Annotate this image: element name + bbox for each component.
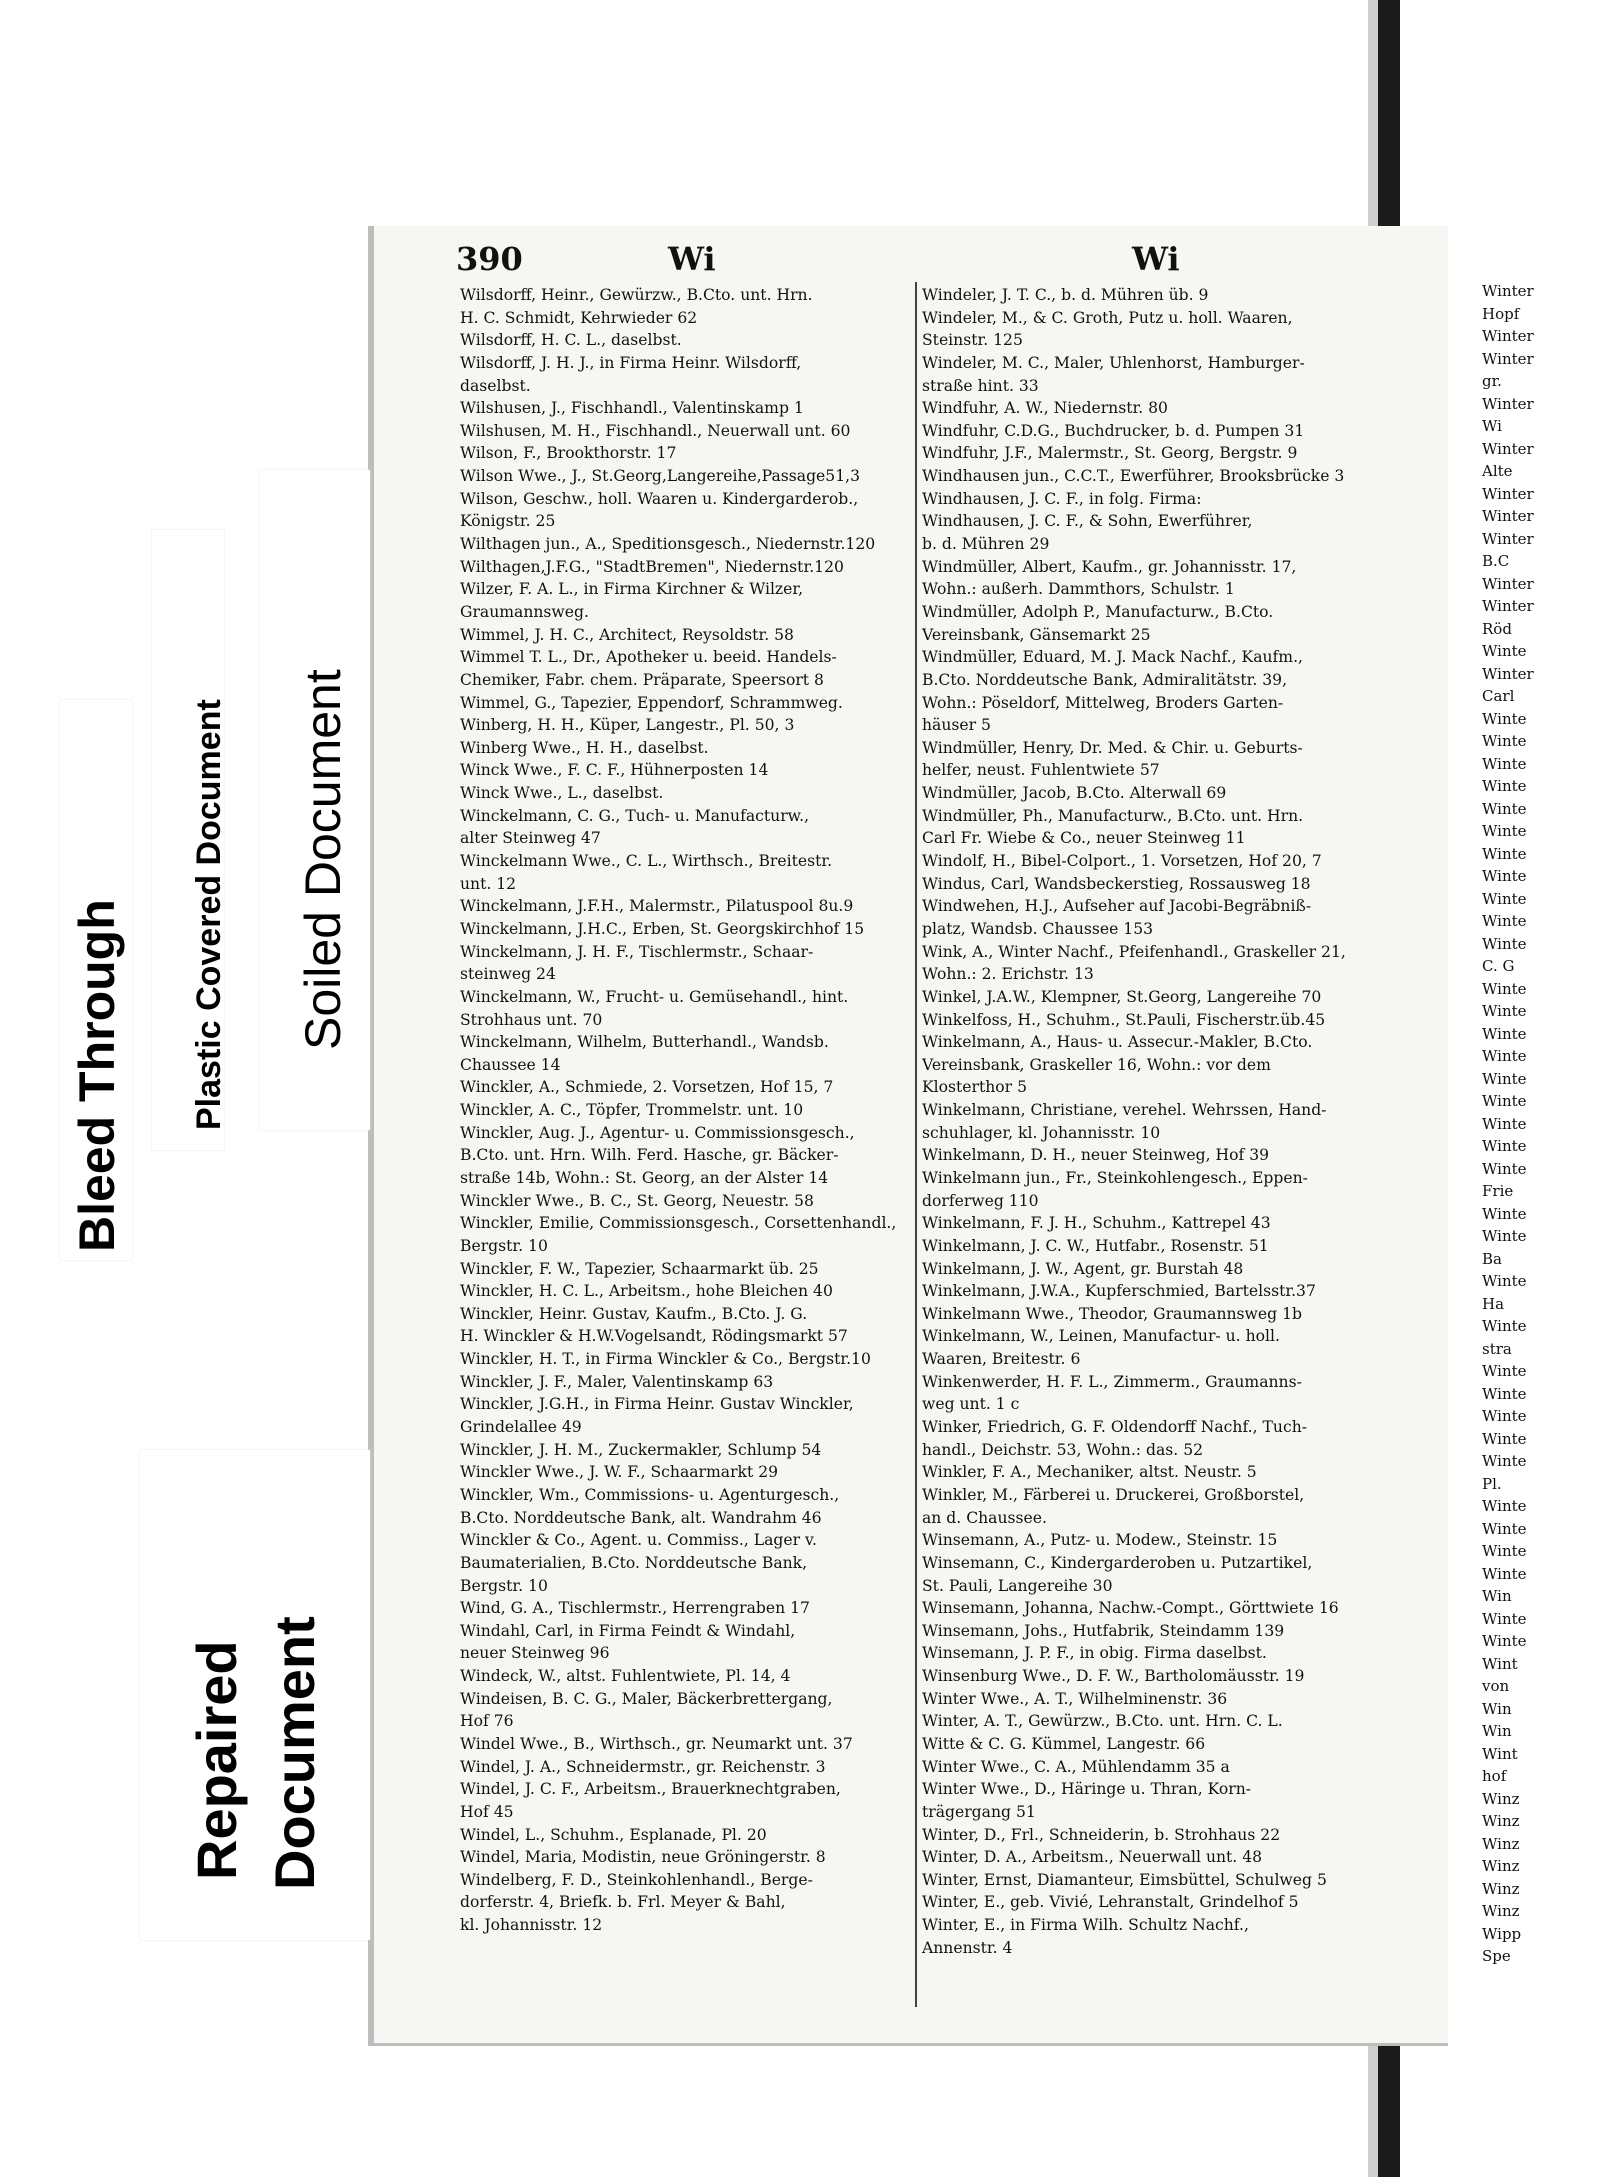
adjacent-page-fragment: Winte — [1482, 1542, 1527, 1560]
right-column-entry-line: Klosterthor 5 — [922, 1078, 1028, 1097]
right-column-entry-line: Wink, A., Winter Nachf., Pfeifenhandl., Graskeller 21, — [922, 942, 1346, 961]
left-column-entry-line: H. C. Schmidt, Kehrwieder 62 — [460, 308, 698, 327]
left-column-entry-line: Windel Wwe., B., Wirthsch., gr. Neumarkt unt. 37 — [460, 1735, 853, 1753]
adjacent-page-fragment: Winte — [1482, 754, 1527, 773]
left-column-entry-line: Winckelmann, J.H.C., Erben, St. Georgskirchhof 15 — [460, 919, 865, 938]
adjacent-page-fragment: Winte — [1482, 732, 1527, 750]
left-column-entry-line: Winckler, H. C. L., Arbeitsm., hohe Bleichen 40 — [460, 1282, 833, 1301]
left-column-entry-line: alter Steinweg 47 — [460, 829, 601, 848]
adjacent-page-fragment: Winte — [1482, 934, 1527, 953]
left-column-entry-line: Windel, J. A., Schneidermstr., gr. Reichenstr. 3 — [460, 1757, 826, 1776]
left-column-entry-line: Winckler, Emilie, Commissionsgesch., Corsettenhandl., — [460, 1214, 897, 1233]
left-column-entry-line: daselbst. — [460, 376, 531, 395]
left-column-entry-line: Wilshusen, M. H., Fischhandl., Neuerwall unt. 60 — [460, 421, 851, 440]
right-column-entry-line: Winsemann, C., Kindergarderoben u. Putzartikel, — [922, 1553, 1313, 1572]
right-column-entry-line: an d. Chaussee. — [922, 1508, 1047, 1527]
left-column-entry-line: Winckelmann, Wilhelm, Butterhandl., Wandsb. — [460, 1033, 829, 1052]
left-column-entry-line: steinweg 24 — [460, 965, 556, 984]
adjacent-page-fragment: Winte — [1482, 709, 1527, 728]
right-column-entry-line: Witte & C. G. Kümmel, Langestr. 66 — [922, 1735, 1206, 1753]
adjacent-page-fragment: stra — [1482, 1339, 1512, 1358]
right-column-entry-line: Windfuhr, C.D.G., Buchdrucker, b. d. Pumpen 31 — [922, 421, 1305, 440]
right-column-entry-line: Winkelmann, Christiane, verehel. Wehrssen, Hand- — [922, 1101, 1327, 1120]
adjacent-page-fragment: Winter — [1482, 484, 1534, 503]
left-column-entry-line: Winckler, A., Schmiede, 2. Vorsetzen, Hof 15, 7 — [460, 1078, 834, 1097]
adjacent-page-fragment: Winte — [1482, 1407, 1527, 1425]
left-column-entry-line: Bergstr. 10 — [460, 1236, 548, 1255]
right-column-entry-line: Winter, D., Frl., Schneiderin, b. Strohhaus 22 — [922, 1825, 1281, 1844]
adjacent-page-fragment: Winte — [1482, 1227, 1527, 1245]
left-column-entry-line: Winckelmann Wwe., C. L., Wirthsch., Breitestr. — [460, 852, 833, 871]
left-column-entry-line: Wilsdorff, J. H. J., in Firma Heinr. Wilsdorff, — [460, 353, 802, 372]
adjacent-page-fragment: Winte — [1482, 1159, 1527, 1178]
right-column-entry-line: Winkelmann, J. C. W., Hutfabr., Rosenstr. 51 — [922, 1236, 1269, 1255]
right-column-entry-line: häuser 5 — [922, 716, 991, 735]
left-column-entry-line: dorferstr. 4, Briefk. b. Frl. Meyer & Bahl, — [460, 1893, 786, 1912]
adjacent-page-fragment: Winz — [1482, 1834, 1520, 1853]
right-column-entry-line: Winsemann, Johanna, Nachw.-Compt., Görttwiete 16 — [922, 1599, 1339, 1618]
plastic-covered-label-card — [152, 530, 228, 1150]
adjacent-page-fragment: Winte — [1482, 1632, 1527, 1650]
right-column — [922, 284, 1377, 1959]
adjacent-page-fragment: Winte — [1482, 979, 1527, 998]
adjacent-page-fragment: Winter — [1482, 394, 1534, 413]
left-column-entry-line: Winckler, A. C., Töpfer, Trommelstr. unt. 10 — [460, 1101, 804, 1120]
adjacent-page-fragment: Winz — [1482, 1857, 1520, 1875]
adjacent-page-fragment: Winte — [1482, 1092, 1527, 1110]
adjacent-page-fragment: Winte — [1482, 1564, 1527, 1583]
left-column-entry-line: Wilshusen, J., Fischhandl., Valentinskamp 1 — [460, 399, 804, 418]
left-column-entry-line: Winckler Wwe., J. W. F., Schaarmarkt 29 — [460, 1463, 779, 1482]
adjacent-page-fragment: Winz — [1482, 1789, 1520, 1808]
left-column-entry-line: Winckler, Heinr. Gustav, Kaufm., B.Cto. J. G. — [460, 1304, 808, 1323]
left-column-entry-line: Winckelmann, C. G., Tuch- u. Manufacturw., — [460, 806, 810, 825]
adjacent-page-fragment: Winte — [1482, 844, 1527, 863]
adjacent-page-fragment: Winte — [1482, 912, 1527, 930]
right-column-entry-line: Waaren, Breitestr. 6 — [922, 1350, 1081, 1369]
right-column-entry-line: Annenstr. 4 — [922, 1938, 1013, 1957]
left-column-entry-line: Winckler, F. W., Tapezier, Schaarmarkt üb. 25 — [460, 1259, 819, 1278]
right-column-entry-line: schuhlager, kl. Johannisstr. 10 — [922, 1123, 1161, 1142]
adjacent-page-fragment: Win — [1482, 1699, 1512, 1718]
left-column-entry-line: B.Cto. Norddeutsche Bank, alt. Wandrahm 46 — [460, 1508, 822, 1527]
adjacent-page-fragment: Winte — [1482, 1429, 1527, 1448]
right-column-entry-line: Wohn.: 2. Erichstr. 13 — [922, 965, 1094, 984]
adjacent-page-fragment: Winte — [1482, 1362, 1527, 1380]
right-column-entry-line: platz, Wandsb. Chaussee 153 — [922, 919, 1154, 938]
adjacent-page-fragment: Winte — [1482, 889, 1527, 908]
right-column-entry-line: Vereinsbank, Gänsemarkt 25 — [922, 625, 1151, 644]
adjacent-page-fragment: gr. — [1482, 372, 1502, 390]
adjacent-page-fragment: hof — [1482, 1767, 1507, 1785]
adjacent-page-fragment: Röd — [1482, 619, 1512, 638]
adjacent-page-fragment: Winter — [1482, 507, 1534, 525]
right-column-entry-line: St. Pauli, Langereihe 30 — [922, 1576, 1113, 1595]
left-column-entry-line: Strohhaus unt. 70 — [460, 1010, 603, 1029]
left-column-entry-line: Winberg, H. H., Küper, Langestr., Pl. 50, 3 — [460, 716, 795, 735]
adjacent-page-fragment: Win — [1482, 1587, 1512, 1605]
right-column-entry-line: Windmüller, Jacob, B.Cto. Alterwall 69 — [922, 784, 1227, 803]
right-column-entry-line: Wohn.: Pöseldorf, Mittelweg, Broders Garten- — [922, 693, 1284, 712]
right-column-entry-line: dorferweg 110 — [922, 1191, 1039, 1210]
adjacent-page-fragment: Winte — [1482, 1069, 1527, 1088]
right-column-entry-line: Winkelmann, J.W.A., Kupferschmied, Bartelsstr.37 — [922, 1282, 1316, 1301]
right-column-entry-line: Winter, Ernst, Diamanteur, Eimsbüttel, Schulweg 5 — [922, 1870, 1327, 1889]
left-column-entry-line: Windeisen, B. C. G., Maler, Bäckerbrettergang, — [460, 1689, 833, 1708]
right-column-entry-line: Winkelmann, W., Leinen, Manufactur- u. holl. — [922, 1327, 1280, 1346]
right-column-entry-line: Winter Wwe., A. T., Wilhelminenstr. 36 — [922, 1689, 1228, 1708]
right-column-entry-line: trägergang 51 — [922, 1802, 1036, 1821]
bleed-through-label: Bleed Through — [69, 899, 125, 1252]
left-column-entry-line: kl. Johannisstr. 12 — [460, 1916, 603, 1935]
adjacent-page-fragment: Ba — [1482, 1249, 1502, 1268]
adjacent-page-fragment: Winte — [1482, 642, 1527, 660]
right-column-entry-line: straße hint. 33 — [922, 376, 1039, 395]
right-column-entry-line: Windeler, J. T. C., b. d. Mühren üb. 9 — [922, 286, 1209, 304]
right-column-entry-line: Winter, D. A., Arbeitsm., Neuerwall unt. 48 — [922, 1848, 1263, 1867]
left-column-entry-line: Grindelallee 49 — [460, 1418, 582, 1437]
adjacent-page-fragment: Wipp — [1482, 1924, 1522, 1943]
adjacent-page-fragment: Winter — [1482, 349, 1534, 368]
adjacent-page-fragment: Winz — [1482, 1812, 1520, 1830]
page-number: 390 — [456, 240, 523, 278]
right-column-entry-line: Winsenburg Wwe., D. F. W., Bartholomäusstr. 19 — [922, 1667, 1305, 1686]
right-column-entry-line: handl., Deichstr. 53, Wohn.: das. 52 — [922, 1440, 1204, 1459]
left-column-entry-line: unt. 12 — [460, 874, 517, 893]
adjacent-page-fragment: Winter — [1482, 327, 1534, 345]
right-column-entry-line: Winkelmann, F. J. H., Schuhm., Kattrepel 43 — [922, 1214, 1271, 1233]
left-column-entry-line: Windel, L., Schuhm., Esplanade, Pl. 20 — [460, 1825, 767, 1844]
right-column-entry-line: Steinstr. 125 — [922, 331, 1023, 350]
right-column-entry-line: Carl Fr. Wiebe & Co., neuer Steinweg 11 — [922, 829, 1246, 848]
adjacent-page-fragment: Winter — [1482, 439, 1534, 458]
column-header-left: Wi — [668, 240, 716, 278]
right-column-entry-line: Windfuhr, J.F., Malermstr., St. Georg, Bergstr. 9 — [922, 444, 1298, 463]
left-column-entry-line: Wilthagen,J.F.G., "StadtBremen", Niedernstr.120 — [460, 557, 844, 576]
right-column-entry-line: weg unt. 1 c — [922, 1395, 1020, 1414]
repaired-label-line2: Document — [263, 1616, 326, 1890]
adjacent-page-fragment: C. G — [1482, 957, 1515, 975]
right-column-entry-line: Windmüller, Adolph P., Manufacturw., B.Cto. — [922, 602, 1274, 621]
left-column-entry-line: Winckler Wwe., B. C., St. Georg, Neuestr. 58 — [460, 1191, 814, 1210]
adjacent-page-fragment: Winte — [1482, 1024, 1527, 1043]
right-column-entry-line: Winsemann, Johs., Hutfabrik, Steindamm 139 — [922, 1621, 1285, 1640]
left-column-entry-line: straße 14b, Wohn.: St. Georg, an der Alster 14 — [460, 1168, 829, 1187]
adjacent-page-fragment: Wi — [1482, 417, 1502, 435]
left-column-entry-line: Winckelmann, J. H. F., Tischlermstr., Schaar- — [460, 942, 814, 961]
left-column-entry-line: Winckelmann, J.F.H., Malermstr., Pilatuspool 8u.9 — [460, 897, 854, 916]
right-column-entry-line: Windeler, M., & C. Groth, Putz u. holl. Waaren, — [922, 308, 1293, 327]
left-column-entry-line: Windelberg, F. D., Steinkohlenhandl., Berge- — [460, 1870, 813, 1889]
left-column-entry-line: Wimmel T. L., Dr., Apotheker u. beeid. Handels- — [460, 648, 837, 667]
right-column-entry-line: Winter, E., in Firma Wilh. Schultz Nachf., — [922, 1916, 1249, 1935]
right-column-entry-line: Winkenwerder, H. F. L., Zimmerm., Graumanns- — [922, 1372, 1302, 1391]
soiled-label: Soiled Document — [295, 669, 351, 1050]
right-column-entry-line: B.Cto. Norddeutsche Bank, Admiralitätstr. 39, — [922, 670, 1288, 689]
left-column-entry-line: Winck Wwe., F. C. F., Hühnerposten 14 — [460, 761, 769, 780]
soiled-label-card — [260, 470, 370, 1130]
left-column-entry-line: Wilson, F., Brookthorstr. 17 — [460, 444, 677, 463]
right-column-entry-line: Winter, A. T., Gewürzw., B.Cto. unt. Hrn. C. L. — [922, 1712, 1283, 1731]
right-column-entry-line: Windmüller, Eduard, M. J. Mack Nachf., Kaufm., — [922, 648, 1304, 667]
adjacent-page-fragment: B.C — [1482, 552, 1510, 570]
right-column-entry-line: Winsemann, J. P. F., in obig. Firma daselbst. — [922, 1644, 1267, 1663]
right-column-entry-line: Winkelfoss, H., Schuhm., St.Pauli, Fischerstr.üb.45 — [922, 1010, 1326, 1029]
right-column-entry-line: Winkler, M., Färberei u. Druckerei, Großborstel, — [922, 1485, 1305, 1504]
left-column-entry-line: Hof 76 — [460, 1712, 514, 1731]
adjacent-page-fragment: Winte — [1482, 1317, 1527, 1335]
adjacent-page-fragment: Winz — [1482, 1879, 1520, 1898]
left-column-entry-line: Baumaterialien, B.Cto. Norddeutsche Bank, — [460, 1553, 808, 1572]
adjacent-page-fragment: Winte — [1482, 1137, 1527, 1155]
right-column-entry-line: Winkelmann, D. H., neuer Steinweg, Hof 39 — [922, 1146, 1270, 1165]
right-column-entry-line: helfer, neust. Fuhlentwiete 57 — [922, 761, 1160, 780]
right-column-entry-line: Windeler, M. C., Maler, Uhlenhorst, Hamburger- — [922, 353, 1305, 372]
left-column-entry-line: B.Cto. unt. Hrn. Wilh. Ferd. Hasche, gr. Bäcker- — [460, 1146, 839, 1165]
right-column-entry-line: Winkelmann Wwe., Theodor, Graumannsweg 1b — [922, 1304, 1302, 1323]
bleed-through-label-card — [60, 700, 132, 1260]
left-column-entry-line: Windel, J. C. F., Arbeitsm., Brauerknechtgraben, — [460, 1780, 841, 1799]
left-column-entry-line: Wind, G. A., Tischlermstr., Herrengraben 17 — [460, 1599, 810, 1618]
adjacent-page-fragment: Winter — [1482, 282, 1534, 300]
left-column-entry-line: Wilson, Geschw., holl. Waaren u. Kindergarderob., — [460, 489, 859, 508]
right-column-entry-line: Windhausen, J. C. F., & Sohn, Ewerführer, — [922, 512, 1253, 531]
adjacent-page-fragment: Winte — [1482, 1609, 1527, 1628]
left-column-entry-line: Winck Wwe., L., daselbst. — [460, 784, 664, 803]
left-column-entry-line: Chemiker, Fabr. chem. Präparate, Speersort 8 — [460, 670, 824, 689]
column-header-right: Wi — [1132, 240, 1180, 278]
left-column-entry-line: Winckler, J. H. M., Zuckermakler, Schlump 54 — [460, 1440, 822, 1459]
column-divider — [915, 282, 917, 2007]
adjacent-page-fragment: Win — [1482, 1722, 1512, 1740]
left-column-entry-line: Wilsdorff, Heinr., Gewürzw., B.Cto. unt. Hrn. — [460, 286, 813, 304]
left-column-entry-line: Winckler, J.G.H., in Firma Heinr. Gustav Winckler, — [460, 1395, 854, 1414]
adjacent-page-fragment: Frie — [1482, 1182, 1514, 1200]
left-column-entry-line: Wimmel, J. H. C., Architect, Reysoldstr. 58 — [460, 625, 794, 644]
left-column-entry-line: Königstr. 25 — [460, 512, 556, 531]
adjacent-page-fragment: von — [1482, 1677, 1510, 1695]
right-column-entry-line: Winkelmann, J. W., Agent, gr. Burstah 48 — [922, 1259, 1244, 1278]
right-column-entry-line: Winsemann, A., Putz- u. Modew., Steinstr. 15 — [922, 1531, 1278, 1550]
adjacent-page-fragment: Winte — [1482, 1114, 1527, 1133]
adjacent-page-fragment: Winz — [1482, 1902, 1520, 1920]
left-column — [460, 284, 915, 1937]
right-column-entry-line: Vereinsbank, Graskeller 16, Wohn.: vor dem — [922, 1055, 1271, 1074]
adjacent-page-fragment: Winter — [1482, 597, 1534, 615]
left-column-entry-line: Winckler & Co., Agent. u. Commiss., Lager v. — [460, 1531, 817, 1550]
right-column-entry-line: Winter Wwe., C. A., Mühlendamm 35 a — [922, 1757, 1230, 1776]
left-column-entry-line: Bergstr. 10 — [460, 1576, 548, 1595]
adjacent-page-fragment: Winte — [1482, 1497, 1527, 1515]
left-column-entry-line: H. Winckler & H.W.Vogelsandt, Rödingsmarkt 57 — [460, 1327, 848, 1346]
left-column-entry-line: Winckler, J. F., Maler, Valentinskamp 63 — [460, 1372, 774, 1391]
adjacent-page-fragment: Winte — [1482, 799, 1527, 818]
left-column-entry-line: Windeck, W., altst. Fuhlentwiete, Pl. 14, 4 — [460, 1667, 791, 1686]
right-column-entry-line: Winkelmann, A., Haus- u. Assecur.-Makler, B.Cto. — [922, 1033, 1313, 1052]
right-column-entry-line: Windmüller, Ph., Manufacturw., B.Cto. unt. Hrn. — [922, 806, 1304, 825]
adjacent-page-fragment: Carl — [1482, 687, 1515, 705]
left-column-entry-line: Windahl, Carl, in Firma Feindt & Windahl, — [460, 1621, 796, 1640]
repaired-label-line1: Repaired — [185, 1640, 248, 1880]
left-column-entry-line: Winckler, H. T., in Firma Winckler & Co., Bergstr.10 — [460, 1350, 871, 1369]
right-column-entry-line: Windhausen jun., C.C.T., Ewerführer, Brooksbrücke 3 — [922, 467, 1345, 486]
repaired-label-card — [140, 1450, 370, 1940]
left-column-entry-line: Wilsdorff, H. C. L., daselbst. — [460, 331, 682, 350]
adjacent-page-fragment: Wint — [1482, 1744, 1518, 1763]
adjacent-page-fragment: Winte — [1482, 777, 1527, 795]
right-column-entry-line: Windolf, H., Bibel-Colport., 1. Vorsetzen, Hof 20, 7 — [922, 852, 1322, 871]
left-column-entry-line: Windel, Maria, Modistin, neue Gröningerstr. 8 — [460, 1848, 826, 1867]
left-column-entry-line: Graumannsweg. — [460, 602, 589, 621]
adjacent-page-fragment: Winte — [1482, 867, 1527, 885]
left-column-entry-line: Wilson Wwe., J., St.Georg,Langereihe,Passage51,3 — [460, 467, 861, 486]
adjacent-page-fragment: Alte — [1482, 462, 1513, 480]
adjacent-page-fragment: Winte — [1482, 1384, 1527, 1403]
adjacent-page-fragment: Pl. — [1482, 1474, 1502, 1493]
left-column-entry-line: Winckler, Aug. J., Agentur- u. Commissionsgesch., — [460, 1123, 855, 1142]
left-column-entry-line: Winberg Wwe., H. H., daselbst. — [460, 738, 709, 757]
adjacent-page-fragment: Winte — [1482, 1204, 1527, 1223]
adjacent-page-fragment: Hopf — [1482, 304, 1520, 323]
adjacent-page-fragment: Winte — [1482, 1047, 1527, 1065]
left-column-entry-line: Winckelmann, W., Frucht- u. Gemüsehandl., hint. — [460, 987, 849, 1006]
right-column-entry-line: Windus, Carl, Wandsbeckerstieg, Rossausweg 18 — [922, 874, 1311, 893]
left-column-entry-line: Hof 45 — [460, 1802, 514, 1821]
adjacent-page-fragment: Winte — [1482, 822, 1527, 840]
adjacent-page-fragment: Ha — [1482, 1294, 1505, 1313]
right-column-entry-line: Windfuhr, A. W., Niedernstr. 80 — [922, 399, 1168, 418]
adjacent-page-fragment: Winte — [1482, 1002, 1527, 1020]
adjacent-page-fragment: Winte — [1482, 1272, 1527, 1290]
right-column-entry-line: Windwehen, H.J., Aufseher auf Jacobi-Begräbniß- — [922, 897, 1312, 916]
left-column-entry-line: Winckler, Wm., Commissions- u. Agenturgesch., — [460, 1485, 840, 1504]
right-column-entry-line: Windhausen, J. C. F., in folg. Firma: — [922, 489, 1202, 508]
adjacent-page-fragment: Wint — [1482, 1654, 1518, 1673]
right-column-entry-line: Winker, Friedrich, G. F. Oldendorff Nachf., Tuch- — [922, 1418, 1308, 1437]
adjacent-page-fragment: Winter — [1482, 529, 1534, 548]
right-column-entry-line: Winter, E., geb. Vivié, Lehranstalt, Grindelhof 5 — [922, 1893, 1299, 1912]
adjacent-page-fragment: Winter — [1482, 574, 1534, 593]
adjacent-page-fragment: Winte — [1482, 1452, 1527, 1470]
right-column-entry-line: Winkler, F. A., Mechaniker, altst. Neustr. 5 — [922, 1463, 1257, 1482]
left-column-entry-line: Wilthagen jun., A., Speditionsgesch., Niedernstr.120 — [460, 535, 876, 554]
left-column-entry-line: Wilzer, F. A. L., in Firma Kirchner & Wilzer, — [460, 580, 804, 599]
adjacent-page-fragments — [1482, 280, 1600, 1965]
right-column-entry-line: Winkelmann jun., Fr., Steinkohlengesch., Eppen- — [922, 1168, 1308, 1187]
left-column-entry-line: Wimmel, G., Tapezier, Eppendorf, Schrammweg. — [460, 693, 843, 712]
right-column-entry-line: Winter Wwe., D., Häringe u. Thran, Korn- — [922, 1780, 1252, 1799]
adjacent-page-fragment: Winter — [1482, 664, 1534, 683]
right-column-entry-line: b. d. Mühren 29 — [922, 535, 1050, 554]
right-column-entry-line: Wohn.: außerh. Dammthors, Schulstr. 1 — [922, 580, 1235, 599]
adjacent-page-fragment: Spe — [1482, 1947, 1511, 1965]
left-column-entry-line: neuer Steinweg 96 — [460, 1644, 610, 1663]
right-column-entry-line: Windmüller, Albert, Kaufm., gr. Johannisstr. 17, — [922, 557, 1297, 576]
left-column-entry-line: Chaussee 14 — [460, 1055, 561, 1074]
right-column-entry-line: Winkel, J.A.W., Klempner, St.Georg, Langereihe 70 — [922, 987, 1322, 1006]
adjacent-page-fragment: Winte — [1482, 1519, 1527, 1538]
right-column-entry-line: Windmüller, Henry, Dr. Med. & Chir. u. Geburts- — [922, 738, 1303, 757]
plastic-covered-label: Plastic Covered Document — [190, 699, 228, 1130]
